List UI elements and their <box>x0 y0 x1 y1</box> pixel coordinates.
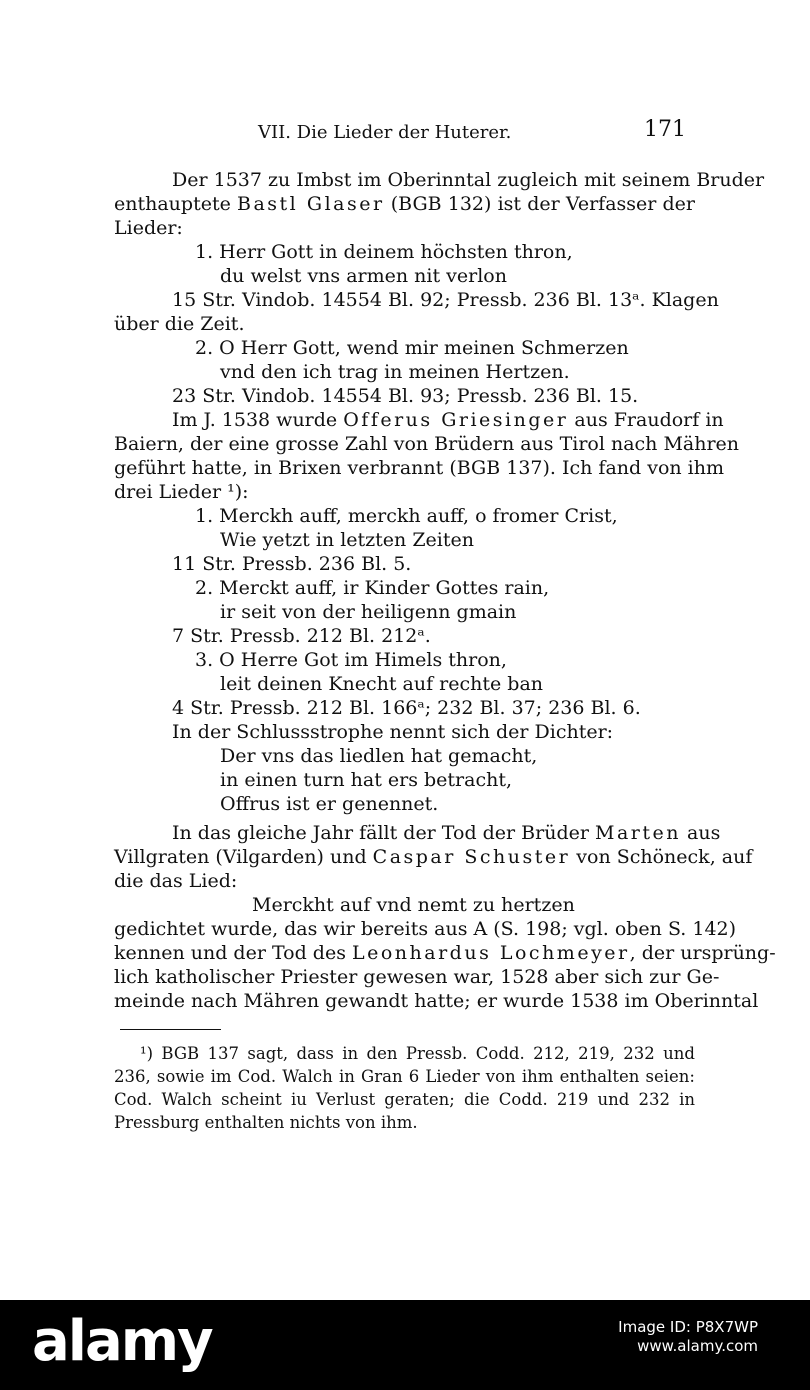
alamy-logo: alamy <box>32 1309 212 1374</box>
text-segment: 2. O Herr Gott, wend mir meinen Schmerzen <box>195 337 629 359</box>
text-line <box>220 264 507 288</box>
text-line <box>195 576 549 600</box>
text-line <box>114 432 740 456</box>
text-segment: Villgraten (Vilgarden) und <box>114 846 373 868</box>
running-title: VII. Die Lieder der Huterer. <box>258 122 512 143</box>
text-segment: Wie yetzt in letzten Zeiten <box>220 529 474 551</box>
image-id: Image ID: P8X7WP <box>618 1318 758 1336</box>
text-line <box>114 917 737 941</box>
site-url: www.alamy.com <box>637 1337 758 1355</box>
text-segment: ir seit von der heiligenn gmain <box>220 601 517 623</box>
text-segment: aus Fraudorf in <box>568 409 724 431</box>
text-line <box>172 624 431 648</box>
text-segment: meinde nach Mähren gewandt hatte; er wurde 1538 im Oberinntal <box>114 990 759 1012</box>
text-line <box>114 480 249 504</box>
text-segment: von Schöneck, auf <box>570 846 753 868</box>
text-line <box>114 965 720 989</box>
text-segment: 3. O Herre Got im Himels thron, <box>195 649 507 671</box>
text-line <box>195 504 618 528</box>
text-segment: leit deinen Knecht auf rechte ban <box>220 673 544 695</box>
text-line <box>252 893 575 917</box>
text-line <box>172 696 641 720</box>
text-segment: Merckht auf vnd nemt zu hertzen <box>252 894 575 916</box>
text-segment: vnd den ich trag in meinen Hertzen. <box>220 361 570 383</box>
text-line <box>172 168 765 192</box>
text-line <box>220 528 474 552</box>
text-line <box>114 192 695 216</box>
page-number: 171 <box>644 117 686 142</box>
text-line <box>114 989 759 1013</box>
text-line <box>195 240 573 264</box>
text-segment: Lieder: <box>114 217 183 239</box>
footnote-line: Pressburg enthalten nichts von ihm. <box>114 1113 418 1132</box>
text-segment: lich katholischer Priester gewesen war, 1528 aber sich zur Ge- <box>114 966 720 988</box>
text-segment: 11 Str. Pressb. 236 Bl. 5. <box>172 553 412 575</box>
text-line <box>172 384 638 408</box>
text-line <box>114 216 183 240</box>
text-segment: 1. Merckh auff, merckh auff, o fromer Crist, <box>195 505 618 527</box>
text-line <box>114 869 237 893</box>
text-segment: gedichtet wurde, das wir bereits aus A (S. 198; vgl. oben S. 142) <box>114 918 737 940</box>
text-segment: Der vns das liedlen hat gemacht, <box>220 745 538 767</box>
text-line <box>172 408 724 432</box>
text-line <box>114 456 724 480</box>
text-line <box>220 600 516 624</box>
spaced-name: Caspar Schuster <box>372 846 571 868</box>
text-segment: geführt hatte, in Brixen verbrannt (BGB 137). Ich fand von ihm <box>114 457 724 479</box>
text-segment: kennen und der Tod des <box>114 942 352 964</box>
text-segment: Der 1537 zu Imbst im Oberinntal zugleich mit seinem Bruder <box>172 169 765 191</box>
text-line <box>220 744 537 768</box>
text-segment: 7 Str. Pressb. 212 Bl. 212ᵃ. <box>172 625 431 647</box>
image-id-block <box>618 1318 758 1356</box>
text-segment: 23 Str. Vindob. 14554 Bl. 93; Pressb. 236 Bl. 15. <box>172 385 639 407</box>
footnote-rule <box>120 1029 221 1030</box>
footnote-line: 236, sowie im Cod. Walch in Gran 6 Lieder von ihm enthalten seien: <box>114 1067 695 1086</box>
footnote-line: ¹) BGB 137 sagt, dass in den Pressb. Codd. 212, 219, 232 und <box>140 1044 695 1063</box>
text-segment: In das gleiche Jahr fällt der Tod der Brüder <box>172 822 595 844</box>
text-line <box>172 552 411 576</box>
text-segment: Baiern, der eine grosse Zahl von Brüdern aus Tirol nach Mähren <box>114 433 740 455</box>
text-segment: enthauptete <box>114 193 237 215</box>
spaced-name: Offerus Griesinger <box>343 409 569 431</box>
text-segment: du welst vns armen nit verlon <box>220 265 507 287</box>
text-line <box>220 792 438 816</box>
text-segment: drei Lieder ¹): <box>114 481 249 503</box>
text-segment: in einen turn hat ers betracht, <box>220 769 513 791</box>
text-segment: die das Lied: <box>114 870 238 892</box>
text-line <box>114 941 776 965</box>
text-segment: , der ursprüng- <box>629 942 776 964</box>
text-line <box>220 672 543 696</box>
spaced-name: Marten <box>594 822 681 844</box>
text-segment: aus <box>680 822 721 844</box>
text-line <box>220 360 570 384</box>
footnote-line: Cod. Walch scheint iu Verlust geraten; die Codd. 219 und 232 in <box>114 1090 695 1109</box>
text-line <box>195 648 507 672</box>
text-segment: 2. Merckt auff, ir Kinder Gottes rain, <box>195 577 550 599</box>
text-segment: über die Zeit. <box>114 313 245 335</box>
spaced-name: Bastl Glaser <box>237 193 385 215</box>
text-line <box>172 288 719 312</box>
text-line <box>114 312 245 336</box>
text-line <box>220 768 512 792</box>
text-line <box>114 845 753 869</box>
text-line <box>195 336 629 360</box>
text-segment: 15 Str. Vindob. 14554 Bl. 92; Pressb. 236 Bl. 13ᵃ. Klagen <box>172 289 719 311</box>
text-segment: 4 Str. Pressb. 212 Bl. 166ᵃ; 232 Bl. 37; 236 Bl. 6. <box>172 697 641 719</box>
text-segment: In der Schlussstrophe nennt sich der Dichter: <box>172 721 614 743</box>
text-segment: (BGB 132) ist der Verfasser der <box>384 193 695 215</box>
text-segment: Offrus ist er genennet. <box>220 793 439 815</box>
text-line <box>172 821 721 845</box>
text-segment: Im J. 1538 wurde <box>172 409 344 431</box>
spaced-name: Leonhardus Lochmeyer <box>352 942 630 964</box>
text-segment: 1. Herr Gott in deinem höchsten thron, <box>195 241 573 263</box>
text-line <box>172 720 613 744</box>
